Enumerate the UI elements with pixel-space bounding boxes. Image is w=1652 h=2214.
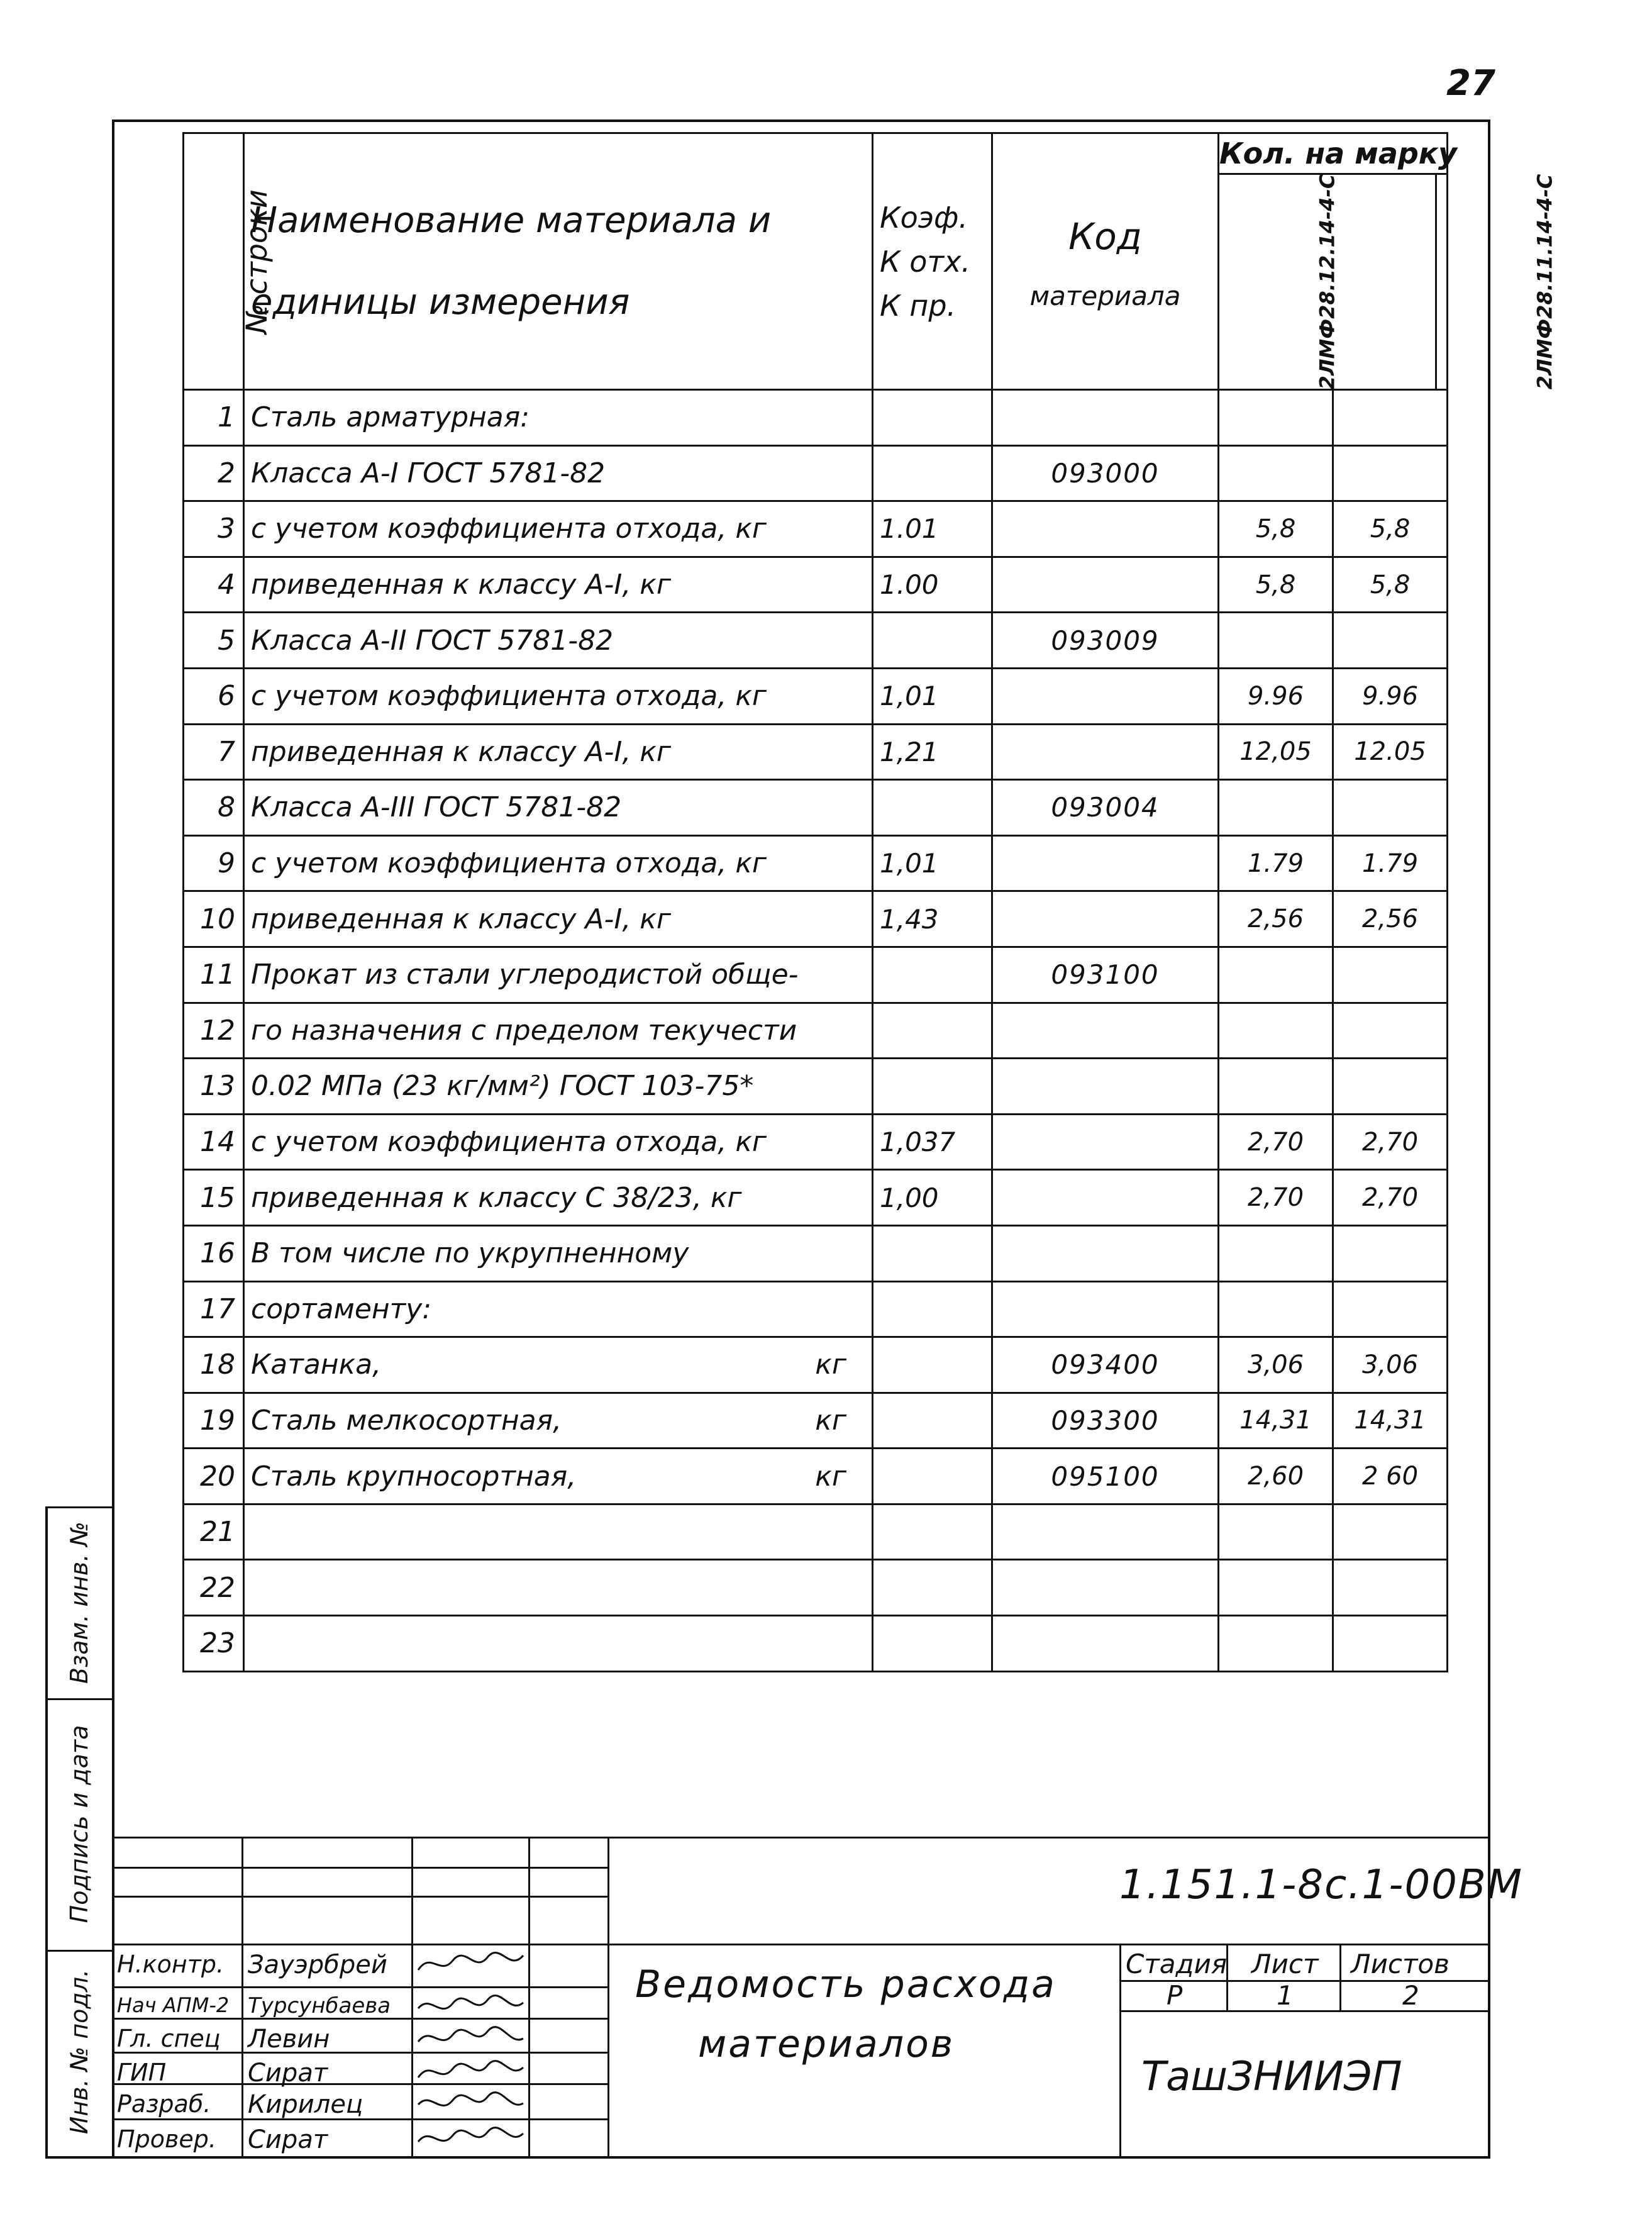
row-code: 095100 xyxy=(992,1449,1219,1505)
tb-row-line-g xyxy=(112,2083,609,2085)
row-name xyxy=(244,445,873,501)
row-name-text: с учетом коэффициента отхода, кг xyxy=(251,1126,767,1159)
row-qty-mark-1 xyxy=(1219,1616,1333,1672)
row-qty-mark-2: 5,8 xyxy=(1333,501,1448,557)
row-name-text: Класса А-III ГОСТ 5781-82 xyxy=(251,791,622,824)
table-row xyxy=(184,947,1448,1003)
row-number: 16 xyxy=(184,1225,244,1281)
row-code xyxy=(992,1504,1219,1560)
row-name-text: с учетом коэффициента отхода, кг xyxy=(251,680,767,713)
table-row xyxy=(184,557,1448,613)
table-row xyxy=(184,445,1448,501)
row-unit: кг xyxy=(815,1460,846,1493)
row-qty-mark-2 xyxy=(1333,1560,1448,1616)
organization: ТашЗНИИЭП xyxy=(1141,2054,1402,2100)
row-coef xyxy=(873,1003,992,1059)
table-row xyxy=(184,1337,1448,1393)
doc-code: 1.151.1-8с.1-00ВМ xyxy=(1119,1862,1523,1908)
row-qty-mark-1 xyxy=(1219,947,1333,1003)
table-row xyxy=(184,668,1448,724)
row-coef: 1,01 xyxy=(873,835,992,891)
staff-role: Разраб. xyxy=(117,2090,211,2118)
header-qty xyxy=(1219,133,1556,390)
row-name xyxy=(244,780,873,836)
staff-role: ГИП xyxy=(117,2059,167,2086)
row-code xyxy=(992,1616,1219,1672)
table-header-row xyxy=(184,133,1448,390)
row-coef xyxy=(873,1059,992,1115)
header-qty-title: Кол. на марку xyxy=(1219,134,1446,175)
side-stamp-divider-1 xyxy=(45,1506,113,1508)
row-code xyxy=(992,1003,1219,1059)
row-qty-mark-1 xyxy=(1219,1059,1333,1115)
side-inv-no-orig: Инв. № подл. xyxy=(65,1969,93,2135)
table-row xyxy=(184,390,1448,446)
side-stamp-divider-3 xyxy=(45,1950,113,1952)
table-row xyxy=(184,891,1448,947)
table-row xyxy=(184,835,1448,891)
table-row xyxy=(184,780,1448,836)
row-qty-mark-2 xyxy=(1333,1003,1448,1059)
row-number: 6 xyxy=(184,668,244,724)
row-qty-mark-1 xyxy=(1219,1504,1333,1560)
row-name-text: Катанка, xyxy=(251,1349,382,1381)
row-code xyxy=(992,557,1219,613)
row-name xyxy=(244,501,873,557)
row-name xyxy=(244,1504,873,1560)
row-name-text: сортаменту: xyxy=(251,1293,432,1325)
row-coef: 1,037 xyxy=(873,1114,992,1170)
row-number: 18 xyxy=(184,1337,244,1393)
frame-left-line xyxy=(112,120,114,2157)
row-code: 093004 xyxy=(992,780,1219,836)
row-coef xyxy=(873,780,992,836)
row-code xyxy=(992,1059,1219,1115)
row-name xyxy=(244,947,873,1003)
row-qty-mark-2: 3,06 xyxy=(1333,1337,1448,1393)
row-qty-mark-2 xyxy=(1333,613,1448,669)
row-qty-mark-1: 5,8 xyxy=(1219,557,1333,613)
row-name-text: го назначения с пределом текучести xyxy=(251,1014,797,1047)
row-coef: 1.00 xyxy=(873,557,992,613)
doc-title-line2: материалов xyxy=(698,2022,955,2066)
row-qty-mark-1: 1.79 xyxy=(1219,835,1333,891)
row-number: 9 xyxy=(184,835,244,891)
row-qty-mark-2: 2,70 xyxy=(1333,1114,1448,1170)
table-row xyxy=(184,1059,1448,1115)
row-coef xyxy=(873,1225,992,1281)
table-row xyxy=(184,613,1448,669)
row-number: 8 xyxy=(184,780,244,836)
row-number: 3 xyxy=(184,501,244,557)
row-coef xyxy=(873,1504,992,1560)
row-name-text: Сталь арматурная: xyxy=(251,401,530,434)
row-number: 1 xyxy=(184,390,244,446)
row-name xyxy=(244,724,873,780)
row-name xyxy=(244,1337,873,1393)
staff-name: Левин xyxy=(248,2025,330,2054)
row-name-text: В том числе по укрупненному xyxy=(251,1237,689,1270)
row-name xyxy=(244,891,873,947)
row-code xyxy=(992,1281,1219,1337)
side-inv-no-repl: Взам. инв. № xyxy=(65,1521,93,1684)
row-coef: 1,01 xyxy=(873,668,992,724)
table-row xyxy=(184,1225,1448,1281)
staff-name: Сират xyxy=(248,2059,328,2088)
staff-signature xyxy=(415,2056,528,2088)
row-code xyxy=(992,835,1219,891)
row-qty-mark-2: 1.79 xyxy=(1333,835,1448,891)
frame-right-line xyxy=(1488,120,1490,2157)
row-code: 093100 xyxy=(992,947,1219,1003)
tb-col-line-4 xyxy=(607,1837,609,2157)
row-name xyxy=(244,1616,873,1672)
row-qty-mark-1: 2,70 xyxy=(1219,1170,1333,1226)
row-name-text: с учетом коэффициента отхода, кг xyxy=(251,513,767,545)
staff-name: Сират xyxy=(248,2125,328,2154)
row-name xyxy=(244,613,873,669)
row-qty-mark-2 xyxy=(1333,1616,1448,1672)
row-number: 10 xyxy=(184,891,244,947)
row-name xyxy=(244,1449,873,1505)
row-number: 7 xyxy=(184,724,244,780)
row-number: 11 xyxy=(184,947,244,1003)
table-row xyxy=(184,1560,1448,1616)
row-code: 093000 xyxy=(992,445,1219,501)
row-number: 13 xyxy=(184,1059,244,1115)
tb-col-line-1 xyxy=(241,1837,243,2157)
materials-table xyxy=(182,132,1556,1672)
row-name xyxy=(244,1225,873,1281)
row-code: 093300 xyxy=(992,1393,1219,1449)
row-number: 23 xyxy=(184,1616,244,1672)
row-coef xyxy=(873,1337,992,1393)
row-qty-mark-2 xyxy=(1333,947,1448,1003)
row-coef xyxy=(873,390,992,446)
row-code xyxy=(992,1560,1219,1616)
row-code: 093400 xyxy=(992,1337,1219,1393)
page-number: 27 xyxy=(1446,63,1495,104)
tb-row-line-b xyxy=(112,1896,609,1898)
row-qty-mark-2: 14,31 xyxy=(1333,1393,1448,1449)
row-qty-mark-1 xyxy=(1219,780,1333,836)
row-name-text: приведенная к классу А-I, кг xyxy=(251,569,671,601)
row-code: 093009 xyxy=(992,613,1219,669)
row-qty-mark-2 xyxy=(1333,780,1448,836)
tb-row-line-d xyxy=(112,1986,609,1988)
row-name-text: Сталь мелкосортная, xyxy=(251,1404,562,1437)
staff-signature xyxy=(415,1991,528,2022)
row-qty-mark-2: 12.05 xyxy=(1333,724,1448,780)
stage-label: Стадия xyxy=(1126,1949,1228,1979)
row-name-text: с учетом коэффициента отхода, кг xyxy=(251,847,767,880)
sheet-value: 1 xyxy=(1277,1980,1294,2011)
row-code xyxy=(992,724,1219,780)
row-number: 15 xyxy=(184,1170,244,1226)
row-number: 22 xyxy=(184,1560,244,1616)
row-qty-mark-2 xyxy=(1333,445,1448,501)
row-name-text: 0.02 МПа (23 кг/мм²) ГОСТ 103-75* xyxy=(251,1070,754,1103)
staff-name: Турсунбаева xyxy=(248,1993,391,2018)
sheets-value: 2 xyxy=(1402,1980,1419,2011)
row-qty-mark-1: 5,8 xyxy=(1219,501,1333,557)
row-name xyxy=(244,390,873,446)
row-name-text: приведенная к классу С 38/23, кг xyxy=(251,1181,742,1214)
row-name xyxy=(244,835,873,891)
row-code xyxy=(992,390,1219,446)
row-qty-mark-1: 9.96 xyxy=(1219,668,1333,724)
row-name-text: Прокат из стали углеродистой обще- xyxy=(251,959,799,991)
row-name xyxy=(244,1170,873,1226)
side-stamp-divider-2 xyxy=(45,1698,113,1700)
stage-value: Р xyxy=(1167,1980,1183,2011)
row-name-text: Сталь крупносортная, xyxy=(251,1460,577,1493)
staff-signature xyxy=(415,2022,528,2054)
row-number: 2 xyxy=(184,445,244,501)
row-code xyxy=(992,1114,1219,1170)
table-row xyxy=(184,1449,1448,1505)
row-qty-mark-2: 2,70 xyxy=(1333,1170,1448,1226)
sheet-label: Лист xyxy=(1251,1949,1319,1979)
row-qty-mark-1 xyxy=(1219,390,1333,446)
row-number: 19 xyxy=(184,1393,244,1449)
row-qty-mark-1: 2,56 xyxy=(1219,891,1333,947)
row-qty-mark-1 xyxy=(1219,1560,1333,1616)
row-code xyxy=(992,668,1219,724)
row-name xyxy=(244,1114,873,1170)
row-number: 5 xyxy=(184,613,244,669)
header-mark-2: 2ЛМФ28.11.14-4-С xyxy=(1532,174,1556,390)
row-coef xyxy=(873,1281,992,1337)
frame-bottom-line xyxy=(45,2156,1490,2159)
row-qty-mark-2 xyxy=(1333,1059,1448,1115)
row-code xyxy=(992,1225,1219,1281)
tb-col-line-3 xyxy=(528,1837,530,2157)
row-name xyxy=(244,1059,873,1115)
row-qty-mark-2 xyxy=(1333,1225,1448,1281)
row-qty-mark-2 xyxy=(1333,1504,1448,1560)
staff-role: Провер. xyxy=(117,2125,216,2153)
row-code xyxy=(992,1170,1219,1226)
row-number: 4 xyxy=(184,557,244,613)
staff-role: Гл. спец xyxy=(117,2025,221,2052)
row-code xyxy=(992,501,1219,557)
row-name xyxy=(244,1560,873,1616)
row-name-text: Класса А-II ГОСТ 5781-82 xyxy=(251,624,614,657)
row-name-text: приведенная к классу А-I, кг xyxy=(251,903,671,935)
staff-name: Кирилец xyxy=(248,2090,363,2119)
row-number: 17 xyxy=(184,1281,244,1337)
row-name xyxy=(244,1281,873,1337)
row-unit: кг xyxy=(815,1404,846,1437)
tb-info-col-2 xyxy=(1339,1944,1341,2011)
table-row xyxy=(184,724,1448,780)
header-name: Наименование материала и единицы измерения xyxy=(244,133,873,390)
row-coef xyxy=(873,1616,992,1672)
tb-top-line xyxy=(112,1837,1489,1839)
row-qty-mark-1 xyxy=(1219,1281,1333,1337)
tb-col-line-2 xyxy=(411,1837,413,2157)
row-qty-mark-2: 2,56 xyxy=(1333,891,1448,947)
table-row xyxy=(184,1393,1448,1449)
row-qty-mark-2 xyxy=(1333,390,1448,446)
row-qty-mark-1: 14,31 xyxy=(1219,1393,1333,1449)
row-qty-mark-1: 12,05 xyxy=(1219,724,1333,780)
row-number: 12 xyxy=(184,1003,244,1059)
staff-role: Н.контр. xyxy=(117,1950,225,1978)
tb-row-line-a xyxy=(112,1867,609,1869)
row-qty-mark-2: 5,8 xyxy=(1333,557,1448,613)
row-coef xyxy=(873,1393,992,1449)
row-qty-mark-2: 9.96 xyxy=(1333,668,1448,724)
tb-info-left xyxy=(1119,1944,1121,2157)
staff-signature xyxy=(415,2088,528,2119)
table-row xyxy=(184,1504,1448,1560)
header-mark-1: 2ЛМФ28.12.14-4-С xyxy=(1219,175,1437,389)
row-qty-mark-2 xyxy=(1333,1281,1448,1337)
header-line-no: № строки xyxy=(184,133,244,390)
table-body xyxy=(184,390,1448,1672)
side-sign-date: Подпись и дата xyxy=(65,1725,93,1923)
row-coef xyxy=(873,445,992,501)
sheets-label: Листов xyxy=(1351,1949,1450,1979)
row-qty-mark-1 xyxy=(1219,445,1333,501)
row-coef: 1,21 xyxy=(873,724,992,780)
doc-title-line1: Ведомость расхода xyxy=(635,1962,1056,2006)
row-number: 14 xyxy=(184,1114,244,1170)
row-qty-mark-1: 3,06 xyxy=(1219,1337,1333,1393)
row-qty-mark-2: 2 60 xyxy=(1333,1449,1448,1505)
row-name xyxy=(244,668,873,724)
side-stamp-border xyxy=(45,1506,48,2157)
row-coef: 1.01 xyxy=(873,501,992,557)
row-qty-mark-1: 2,70 xyxy=(1219,1114,1333,1170)
row-unit: кг xyxy=(815,1349,846,1381)
row-name xyxy=(244,557,873,613)
row-qty-mark-1 xyxy=(1219,1225,1333,1281)
row-name-text: приведенная к классу А-I, кг xyxy=(251,735,671,768)
row-name xyxy=(244,1393,873,1449)
row-coef xyxy=(873,613,992,669)
row-qty-mark-1 xyxy=(1219,1003,1333,1059)
staff-signature xyxy=(415,1948,528,1979)
header-coef: Коэф. К отх. К пр. xyxy=(873,133,992,390)
row-qty-mark-1: 2,60 xyxy=(1219,1449,1333,1505)
row-name xyxy=(244,1003,873,1059)
row-coef: 1,00 xyxy=(873,1170,992,1226)
row-coef xyxy=(873,1560,992,1616)
row-coef: 1,43 xyxy=(873,891,992,947)
staff-signature xyxy=(415,2123,528,2154)
table-row xyxy=(184,1170,1448,1226)
tb-row-line-c xyxy=(112,1944,1489,1945)
row-code xyxy=(992,891,1219,947)
table-row xyxy=(184,501,1448,557)
row-number: 21 xyxy=(184,1504,244,1560)
row-coef xyxy=(873,947,992,1003)
row-number: 20 xyxy=(184,1449,244,1505)
staff-name: Зауэрбрей xyxy=(248,1950,387,1979)
row-qty-mark-1 xyxy=(1219,613,1333,669)
table-row xyxy=(184,1114,1448,1170)
table-row xyxy=(184,1616,1448,1672)
row-coef xyxy=(873,1449,992,1505)
staff-role: Нач АПМ-2 xyxy=(117,1993,230,2017)
table-row xyxy=(184,1003,1448,1059)
row-name-text: Класса А-I ГОСТ 5781-82 xyxy=(251,457,606,489)
header-code: Код материала xyxy=(992,133,1219,390)
frame-top-line xyxy=(112,120,1489,122)
table-row xyxy=(184,1281,1448,1337)
